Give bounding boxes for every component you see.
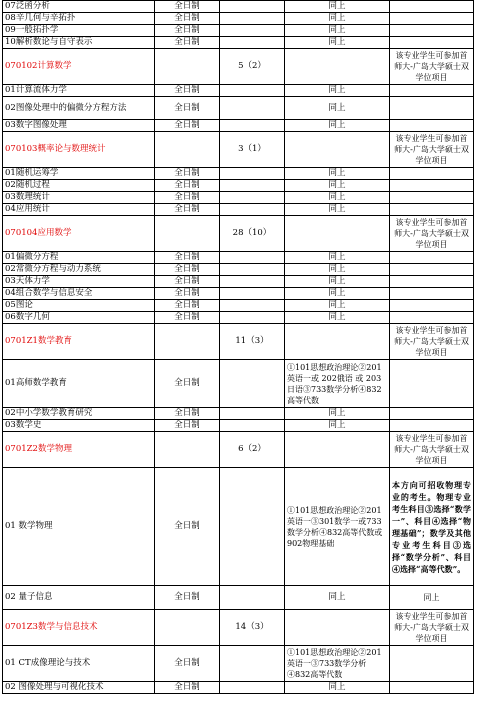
table-row: [3, 192, 474, 204]
direction-name: 01随机运筹学: [3, 168, 155, 180]
remarks: [390, 37, 474, 49]
table-row: [3, 288, 474, 300]
direction-name: 02 量子信息: [3, 586, 155, 610]
direction-name: 01高师数学教育: [3, 360, 155, 408]
enrollment-plan: 14（3）: [220, 610, 285, 646]
exam-subjects: [285, 610, 390, 646]
remarks: [390, 252, 474, 264]
direction-name: 02图像处理中的偏微分方程方法: [3, 97, 155, 120]
remarks: [390, 408, 474, 420]
exam-subjects: 同上: [285, 97, 390, 120]
remarks: [390, 646, 474, 682]
study-mode: 全日制: [155, 1, 220, 13]
major-name: 070103概率论与数理统计: [3, 132, 155, 168]
enrollment-plan: 28（10）: [220, 216, 285, 252]
remarks: [390, 682, 474, 694]
enrollment-plan: [220, 252, 285, 264]
table-row: [3, 85, 474, 97]
exam-subjects: 同上: [285, 276, 390, 288]
direction-name: 02随机过程: [3, 180, 155, 192]
study-mode: 全日制: [155, 120, 220, 132]
enrollment-plan: [220, 37, 285, 49]
direction-name: 01 CT成像理论与技术: [3, 646, 155, 682]
remarks: [390, 312, 474, 324]
study-mode: 全日制: [155, 13, 220, 25]
table-row: [3, 168, 474, 180]
study-mode: 全日制: [155, 586, 220, 610]
enrollment-plan: 5（2）: [220, 49, 285, 85]
direction-name: 03数学史: [3, 420, 155, 432]
exam-subjects: 同上: [285, 13, 390, 25]
study-mode: 全日制: [155, 682, 220, 694]
exam-subjects: [285, 132, 390, 168]
enrollment-plan: 6（2）: [220, 432, 285, 468]
exam-subjects: [285, 432, 390, 468]
study-mode: 全日制: [155, 264, 220, 276]
exam-subjects: 同上: [285, 168, 390, 180]
study-mode: 全日制: [155, 85, 220, 97]
remarks: 该专业学生可参加首师大-广岛大学硕士双学位项目: [390, 432, 474, 468]
study-mode: 全日制: [155, 192, 220, 204]
remarks: [390, 288, 474, 300]
remarks: [390, 360, 474, 408]
table-row: [3, 646, 474, 682]
enrollment-plan: [220, 168, 285, 180]
table-row: [3, 1, 474, 13]
study-mode: 全日制: [155, 25, 220, 37]
study-mode: 全日制: [155, 252, 220, 264]
remarks: 同上: [390, 586, 474, 610]
study-mode: 全日制: [155, 288, 220, 300]
study-mode: 全日制: [155, 646, 220, 682]
study-mode: 全日制: [155, 37, 220, 49]
enrollment-plan: [220, 646, 285, 682]
remarks: [390, 180, 474, 192]
study-mode: [155, 324, 220, 360]
remarks: [390, 276, 474, 288]
table-row: [3, 276, 474, 288]
direction-name: 04应用统计: [3, 204, 155, 216]
major-name: 0701Z2数学物理: [3, 432, 155, 468]
remarks: [390, 25, 474, 37]
direction-name: 07泛函分析: [3, 1, 155, 13]
remarks: [390, 420, 474, 432]
major-row: [3, 216, 474, 252]
study-mode: 全日制: [155, 97, 220, 120]
study-mode: 全日制: [155, 168, 220, 180]
exam-subjects: 同上: [285, 1, 390, 13]
major-row: [3, 132, 474, 168]
study-mode: [155, 610, 220, 646]
table-row: [3, 586, 474, 610]
enrollment-plan: [220, 264, 285, 276]
remarks: 本方向可招收物理专业的考生。物理专业考生科目③选择“数学一”、科目④选择“物理基础”；数学及其他专业考生科目③选择“数学分析”、科目④选择“高等代数”。: [390, 468, 474, 586]
remarks: 该专业学生可参加首师大-广岛大学硕士双学位项目: [390, 324, 474, 360]
study-mode: 全日制: [155, 276, 220, 288]
exam-subjects: 同上: [285, 120, 390, 132]
enrollment-plan: [220, 360, 285, 408]
direction-name: 01 数学物理: [3, 468, 155, 586]
exam-subjects: 同上: [285, 682, 390, 694]
major-name: 070102计算数学: [3, 49, 155, 85]
study-mode: 全日制: [155, 312, 220, 324]
major-name: 0701Z3数学与信息技术: [3, 610, 155, 646]
table-row: [3, 97, 474, 120]
table-row: [3, 300, 474, 312]
exam-subjects: 同上: [285, 192, 390, 204]
enrollment-plan: [220, 408, 285, 420]
enrollment-plan: [220, 192, 285, 204]
enrollment-plan: [220, 120, 285, 132]
enrollment-plan: [220, 312, 285, 324]
remarks: [390, 300, 474, 312]
direction-name: 01计算流体力学: [3, 85, 155, 97]
enrollment-plan: [220, 97, 285, 120]
enrollment-plan: [220, 180, 285, 192]
enrollment-plan: [220, 420, 285, 432]
exam-subjects: 同上: [285, 264, 390, 276]
table-row: [3, 312, 474, 324]
study-mode: 全日制: [155, 300, 220, 312]
exam-subjects: 同上: [285, 25, 390, 37]
table-row: [3, 204, 474, 216]
exam-subjects: 同上: [285, 420, 390, 432]
remarks: 该专业学生可参加首师大-广岛大学硕士双学位项目: [390, 49, 474, 85]
direction-name: 05图论: [3, 300, 155, 312]
remarks: 该专业学生可参加首师大-广岛大学硕士双学位项目: [390, 216, 474, 252]
major-row: [3, 432, 474, 468]
major-row: [3, 49, 474, 85]
enrollment-plan: [220, 586, 285, 610]
enrollment-plan: [220, 682, 285, 694]
direction-name: 06数字几何: [3, 312, 155, 324]
exam-subjects: ①101思想政治理论②201英语一或 202俄语 或 203日语③733数学分析④832高等代数: [285, 360, 390, 408]
enrollment-plan: [220, 13, 285, 25]
exam-subjects: 同上: [285, 252, 390, 264]
remarks: 该专业学生可参加首师大-广岛大学硕士双学位项目: [390, 132, 474, 168]
exam-subjects: 同上: [285, 300, 390, 312]
direction-name: 02常微分方程与动力系统: [3, 264, 155, 276]
study-mode: 全日制: [155, 408, 220, 420]
exam-subjects: 同上: [285, 180, 390, 192]
table-row: [3, 408, 474, 420]
direction-name: 03天体力学: [3, 276, 155, 288]
study-mode: 全日制: [155, 204, 220, 216]
table-row: [3, 420, 474, 432]
study-mode: 全日制: [155, 420, 220, 432]
major-name: 070104应用数学: [3, 216, 155, 252]
remarks: [390, 264, 474, 276]
direction-name: 04组合数学与信息安全: [3, 288, 155, 300]
exam-subjects: [285, 324, 390, 360]
table-row: [3, 360, 474, 408]
study-mode: [155, 432, 220, 468]
major-name: 0701Z1数学教育: [3, 324, 155, 360]
table-row: [3, 25, 474, 37]
table-row: [3, 264, 474, 276]
exam-subjects: 同上: [285, 586, 390, 610]
exam-subjects: 同上: [285, 408, 390, 420]
enrollment-plan: [220, 276, 285, 288]
remarks: [390, 13, 474, 25]
program-table: [2, 0, 474, 694]
direction-name: 03数字图像处理: [3, 120, 155, 132]
enrollment-plan: [220, 25, 285, 37]
study-mode: 全日制: [155, 180, 220, 192]
study-mode: [155, 132, 220, 168]
table-row: [3, 13, 474, 25]
remarks: 该专业学生可参加首师大-广岛大学硕士双学位项目: [390, 610, 474, 646]
table-row: [3, 468, 474, 586]
exam-subjects: 同上: [285, 288, 390, 300]
remarks: [390, 204, 474, 216]
study-mode: 全日制: [155, 468, 220, 586]
remarks: [390, 120, 474, 132]
direction-name: 08辛几何与辛拓扑: [3, 13, 155, 25]
study-mode: [155, 49, 220, 85]
major-row: [3, 324, 474, 360]
table-row: [3, 682, 474, 694]
table-row: [3, 180, 474, 192]
study-mode: [155, 216, 220, 252]
enrollment-plan: [220, 300, 285, 312]
direction-name: 03数理统计: [3, 192, 155, 204]
table-row: [3, 252, 474, 264]
major-row: [3, 610, 474, 646]
exam-subjects: ①101思想政治理论②201英语一③301数学一或733数学分析④832高等代数或902物理基础: [285, 468, 390, 586]
exam-subjects: [285, 216, 390, 252]
enrollment-plan: [220, 1, 285, 13]
direction-name: 02中小学数学教育研究: [3, 408, 155, 420]
remarks: [390, 97, 474, 120]
direction-name: 09一般拓扑学: [3, 25, 155, 37]
enrollment-plan: [220, 468, 285, 586]
exam-subjects: 同上: [285, 85, 390, 97]
study-mode: 全日制: [155, 360, 220, 408]
enrollment-plan: [220, 85, 285, 97]
direction-name: 02 图像处理与可视化技术: [3, 682, 155, 694]
enrollment-plan: 11（3）: [220, 324, 285, 360]
exam-subjects: 同上: [285, 204, 390, 216]
enrollment-plan: 3（1）: [220, 132, 285, 168]
remarks: [390, 85, 474, 97]
enrollment-plan: [220, 288, 285, 300]
enrollment-plan: [220, 204, 285, 216]
remarks: [390, 1, 474, 13]
exam-subjects: [285, 49, 390, 85]
exam-subjects: ①101思想政治理论②201英语一③733数学分析④832高等代数: [285, 646, 390, 682]
direction-name: 01偏微分方程: [3, 252, 155, 264]
table-row: [3, 120, 474, 132]
exam-subjects: 同上: [285, 37, 390, 49]
exam-subjects: 同上: [285, 312, 390, 324]
remarks: [390, 192, 474, 204]
table-row: [3, 37, 474, 49]
direction-name: 10解析数论与自守表示: [3, 37, 155, 49]
remarks: [390, 168, 474, 180]
